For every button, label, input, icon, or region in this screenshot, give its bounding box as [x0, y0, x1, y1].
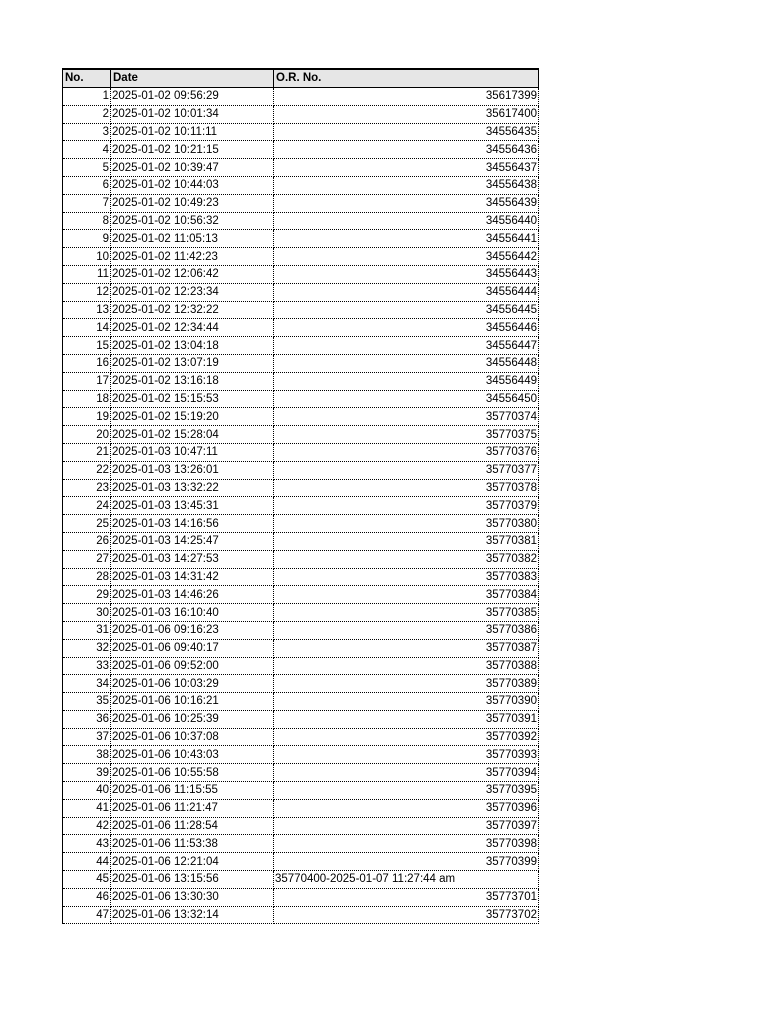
cell-or-no[interactable]: 35770379 — [274, 497, 539, 515]
cell-date[interactable]: 2025-01-02 11:05:13 — [111, 230, 274, 248]
cell-or-no[interactable]: 35770381 — [274, 532, 539, 550]
cell-no[interactable]: 36 — [63, 710, 111, 728]
cell-or-no[interactable]: 35770383 — [274, 568, 539, 586]
cell-or-no[interactable]: 35773702 — [274, 906, 539, 924]
cell-date[interactable]: 2025-01-03 13:32:22 — [111, 479, 274, 497]
cell-or-no[interactable]: 35773701 — [274, 888, 539, 906]
cell-no[interactable]: 5 — [63, 159, 111, 177]
cell-date[interactable]: 2025-01-02 10:44:03 — [111, 176, 274, 194]
cell-date[interactable]: 2025-01-02 12:32:22 — [111, 301, 274, 319]
table-row — [63, 354, 539, 372]
cell-no[interactable]: 25 — [63, 515, 111, 533]
cell-date[interactable]: 2025-01-06 10:16:21 — [111, 693, 274, 711]
cell-date[interactable]: 2025-01-03 13:26:01 — [111, 461, 274, 479]
cell-or-no[interactable]: 34556446 — [274, 319, 539, 337]
cell-date[interactable]: 2025-01-02 13:07:19 — [111, 354, 274, 372]
cell-or-no[interactable]: 35770389 — [274, 675, 539, 693]
table-row — [63, 532, 539, 550]
table-row — [63, 639, 539, 657]
cell-date[interactable]: 2025-01-03 10:47:11 — [111, 443, 274, 461]
table-row — [63, 906, 539, 924]
cell-or-no[interactable]: 34556448 — [274, 354, 539, 372]
table-row — [63, 497, 539, 515]
table-row — [63, 888, 539, 906]
cell-no[interactable]: 6 — [63, 176, 111, 194]
cell-date[interactable]: 2025-01-06 09:40:17 — [111, 639, 274, 657]
cell-no[interactable]: 15 — [63, 337, 111, 355]
cell-or-no[interactable]: 35770384 — [274, 586, 539, 604]
cell-date[interactable]: 2025-01-06 10:43:03 — [111, 746, 274, 764]
cell-no[interactable]: 22 — [63, 461, 111, 479]
cell-or-no[interactable]: 34556443 — [274, 265, 539, 283]
cell-or-no[interactable]: 34556439 — [274, 194, 539, 212]
cell-or-no[interactable]: 35770400-2025-01-07 11:27:44 am — [274, 871, 539, 889]
table-row — [63, 319, 539, 337]
cell-or-no[interactable]: 35770374 — [274, 408, 539, 426]
table-row — [63, 799, 539, 817]
cell-no[interactable]: 8 — [63, 212, 111, 230]
cell-or-no[interactable]: 35770380 — [274, 515, 539, 533]
cell-date[interactable]: 2025-01-02 12:06:42 — [111, 265, 274, 283]
cell-date[interactable]: 2025-01-02 10:21:15 — [111, 141, 274, 159]
cell-no[interactable]: 29 — [63, 586, 111, 604]
table-row — [63, 764, 539, 782]
cell-date[interactable]: 2025-01-06 09:16:23 — [111, 621, 274, 639]
table-row — [63, 515, 539, 533]
table-row — [63, 604, 539, 622]
cell-date[interactable]: 2025-01-06 11:21:47 — [111, 799, 274, 817]
cell-date[interactable]: 2025-01-02 10:11:11 — [111, 123, 274, 141]
cell-no[interactable]: 44 — [63, 853, 111, 871]
cell-no[interactable]: 27 — [63, 550, 111, 568]
cell-no[interactable]: 28 — [63, 568, 111, 586]
cell-or-no[interactable]: 35770375 — [274, 426, 539, 444]
cell-no[interactable]: 21 — [63, 443, 111, 461]
cell-or-no[interactable]: 35617399 — [274, 88, 539, 106]
cell-no[interactable]: 43 — [63, 835, 111, 853]
table-row — [63, 141, 539, 159]
cell-date[interactable]: 2025-01-02 15:19:20 — [111, 408, 274, 426]
cell-date[interactable]: 2025-01-02 11:42:23 — [111, 248, 274, 266]
cell-no[interactable]: 39 — [63, 764, 111, 782]
table-row — [63, 746, 539, 764]
table-row — [63, 853, 539, 871]
cell-no[interactable]: 4 — [63, 141, 111, 159]
cell-date[interactable]: 2025-01-06 10:25:39 — [111, 710, 274, 728]
cell-or-no[interactable]: 35770388 — [274, 657, 539, 675]
table-row — [63, 337, 539, 355]
cell-date[interactable]: 2025-01-06 13:32:14 — [111, 906, 274, 924]
cell-or-no[interactable]: 34556449 — [274, 372, 539, 390]
cell-no[interactable]: 17 — [63, 372, 111, 390]
cell-no[interactable]: 7 — [63, 194, 111, 212]
cell-no[interactable]: 41 — [63, 799, 111, 817]
cell-no[interactable]: 13 — [63, 301, 111, 319]
cell-date[interactable]: 2025-01-03 14:27:53 — [111, 550, 274, 568]
cell-no[interactable]: 33 — [63, 657, 111, 675]
cell-no[interactable]: 3 — [63, 123, 111, 141]
cell-date[interactable]: 2025-01-02 10:49:23 — [111, 194, 274, 212]
header-row — [63, 69, 539, 88]
cell-no[interactable]: 38 — [63, 746, 111, 764]
table-header — [63, 69, 539, 88]
cell-date[interactable]: 2025-01-02 15:28:04 — [111, 426, 274, 444]
cell-date[interactable]: 2025-01-06 13:15:56 — [111, 871, 274, 889]
cell-no[interactable]: 34 — [63, 675, 111, 693]
table-body — [63, 88, 539, 924]
table-row — [63, 176, 539, 194]
cell-no[interactable]: 2 — [63, 105, 111, 123]
column-header-or-no[interactable]: O.R. No. — [274, 69, 539, 88]
cell-no[interactable]: 45 — [63, 871, 111, 889]
cell-date[interactable]: 2025-01-06 10:55:58 — [111, 764, 274, 782]
cell-no[interactable]: 40 — [63, 782, 111, 800]
table-row — [63, 230, 539, 248]
table-row — [63, 390, 539, 408]
cell-or-no[interactable]: 34556437 — [274, 159, 539, 177]
cell-date[interactable]: 2025-01-03 14:31:42 — [111, 568, 274, 586]
cell-or-no[interactable]: 34556436 — [274, 141, 539, 159]
table-row — [63, 728, 539, 746]
cell-date[interactable]: 2025-01-02 15:15:53 — [111, 390, 274, 408]
cell-date[interactable]: 2025-01-06 10:37:08 — [111, 728, 274, 746]
cell-no[interactable]: 32 — [63, 639, 111, 657]
cell-date[interactable]: 2025-01-03 14:16:56 — [111, 515, 274, 533]
cell-no[interactable]: 18 — [63, 390, 111, 408]
cell-no[interactable]: 20 — [63, 426, 111, 444]
table-row — [63, 568, 539, 586]
cell-date[interactable]: 2025-01-03 14:46:26 — [111, 586, 274, 604]
cell-date[interactable]: 2025-01-06 11:15:55 — [111, 782, 274, 800]
cell-date[interactable]: 2025-01-06 12:21:04 — [111, 853, 274, 871]
table-row — [63, 550, 539, 568]
cell-no[interactable]: 10 — [63, 248, 111, 266]
cell-or-no[interactable]: 35770385 — [274, 604, 539, 622]
column-header-no[interactable]: No. — [63, 69, 111, 88]
table-row — [63, 301, 539, 319]
cell-date[interactable]: 2025-01-06 13:30:30 — [111, 888, 274, 906]
cell-or-no[interactable]: 35770391 — [274, 710, 539, 728]
cell-no[interactable]: 16 — [63, 354, 111, 372]
column-header-date[interactable]: Date — [111, 69, 274, 88]
cell-date[interactable]: 2025-01-02 10:01:34 — [111, 105, 274, 123]
cell-date[interactable]: 2025-01-06 11:28:54 — [111, 817, 274, 835]
table-row — [63, 426, 539, 444]
cell-date[interactable]: 2025-01-03 13:45:31 — [111, 497, 274, 515]
cell-or-no[interactable]: 34556445 — [274, 301, 539, 319]
table-row — [63, 159, 539, 177]
cell-date[interactable]: 2025-01-02 10:56:32 — [111, 212, 274, 230]
cell-no[interactable]: 9 — [63, 230, 111, 248]
table-row — [63, 461, 539, 479]
cell-or-no[interactable]: 35770393 — [274, 746, 539, 764]
cell-or-no[interactable]: 34556440 — [274, 212, 539, 230]
cell-or-no[interactable]: 34556447 — [274, 337, 539, 355]
spreadsheet-sheet — [62, 68, 538, 924]
table-row — [63, 248, 539, 266]
cell-or-no[interactable]: 35770397 — [274, 817, 539, 835]
cell-date[interactable]: 2025-01-02 13:16:18 — [111, 372, 274, 390]
cell-no[interactable]: 35 — [63, 693, 111, 711]
table-row — [63, 835, 539, 853]
cell-no[interactable]: 12 — [63, 283, 111, 301]
table-row — [63, 586, 539, 604]
cell-or-no[interactable]: 35770386 — [274, 621, 539, 639]
cell-or-no[interactable]: 35770387 — [274, 639, 539, 657]
cell-date[interactable]: 2025-01-03 16:10:40 — [111, 604, 274, 622]
receipts-table — [62, 68, 539, 924]
cell-or-no[interactable]: 35770396 — [274, 799, 539, 817]
cell-date[interactable]: 2025-01-06 09:52:00 — [111, 657, 274, 675]
cell-date[interactable]: 2025-01-02 12:23:34 — [111, 283, 274, 301]
cell-date[interactable]: 2025-01-02 12:34:44 — [111, 319, 274, 337]
cell-no[interactable]: 11 — [63, 265, 111, 283]
table-row — [63, 408, 539, 426]
cell-no[interactable]: 30 — [63, 604, 111, 622]
cell-or-no[interactable]: 35770399 — [274, 853, 539, 871]
table-row — [63, 693, 539, 711]
cell-or-no[interactable]: 34556438 — [274, 176, 539, 194]
cell-or-no[interactable]: 35770382 — [274, 550, 539, 568]
table-row — [63, 817, 539, 835]
table-row — [63, 283, 539, 301]
table-row — [63, 675, 539, 693]
cell-or-no[interactable]: 34556444 — [274, 283, 539, 301]
cell-or-no[interactable]: 35770378 — [274, 479, 539, 497]
table-row — [63, 710, 539, 728]
table-row — [63, 621, 539, 639]
cell-date[interactable]: 2025-01-02 09:56:29 — [111, 88, 274, 106]
cell-no[interactable]: 14 — [63, 319, 111, 337]
table-row — [63, 372, 539, 390]
cell-or-no[interactable]: 34556450 — [274, 390, 539, 408]
cell-or-no[interactable]: 35617400 — [274, 105, 539, 123]
cell-date[interactable]: 2025-01-02 13:04:18 — [111, 337, 274, 355]
cell-or-no[interactable]: 35770398 — [274, 835, 539, 853]
cell-date[interactable]: 2025-01-02 10:39:47 — [111, 159, 274, 177]
cell-no[interactable]: 1 — [63, 88, 111, 106]
cell-or-no[interactable]: 35770392 — [274, 728, 539, 746]
cell-or-no[interactable]: 35770377 — [274, 461, 539, 479]
table-row — [63, 212, 539, 230]
cell-no[interactable]: 23 — [63, 479, 111, 497]
cell-or-no[interactable]: 35770390 — [274, 693, 539, 711]
table-row — [63, 479, 539, 497]
cell-no[interactable]: 42 — [63, 817, 111, 835]
table-row — [63, 443, 539, 461]
cell-date[interactable]: 2025-01-06 11:53:38 — [111, 835, 274, 853]
cell-no[interactable]: 24 — [63, 497, 111, 515]
table-row — [63, 871, 539, 889]
table-row — [63, 88, 539, 106]
cell-no[interactable]: 47 — [63, 906, 111, 924]
cell-or-no[interactable]: 34556435 — [274, 123, 539, 141]
cell-no[interactable]: 19 — [63, 408, 111, 426]
cell-or-no[interactable]: 35770376 — [274, 443, 539, 461]
table-row — [63, 123, 539, 141]
cell-or-no[interactable]: 34556441 — [274, 230, 539, 248]
table-row — [63, 265, 539, 283]
cell-no[interactable]: 26 — [63, 532, 111, 550]
cell-or-no[interactable]: 35770395 — [274, 782, 539, 800]
table-row — [63, 657, 539, 675]
cell-or-no[interactable]: 35770394 — [274, 764, 539, 782]
cell-or-no[interactable]: 34556442 — [274, 248, 539, 266]
cell-date[interactable]: 2025-01-06 10:03:29 — [111, 675, 274, 693]
table-row — [63, 105, 539, 123]
table-row — [63, 782, 539, 800]
table-row — [63, 194, 539, 212]
cell-no[interactable]: 31 — [63, 621, 111, 639]
cell-no[interactable]: 46 — [63, 888, 111, 906]
cell-date[interactable]: 2025-01-03 14:25:47 — [111, 532, 274, 550]
cell-no[interactable]: 37 — [63, 728, 111, 746]
